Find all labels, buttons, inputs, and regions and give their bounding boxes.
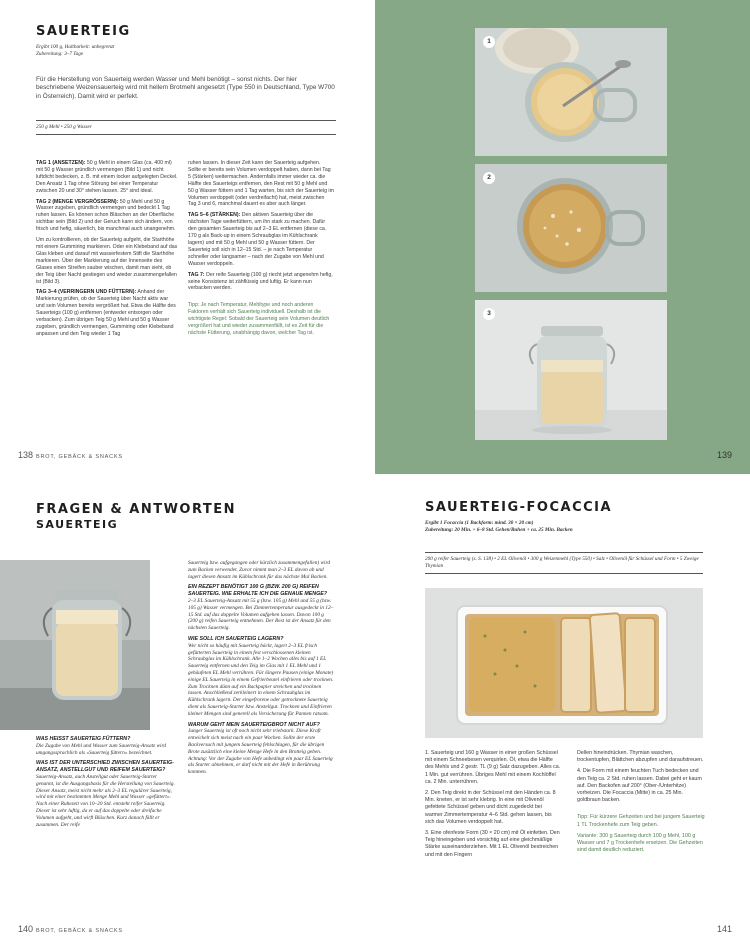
tip-box: Tipp: Für kürzere Gehzeiten und bei jungem Sauerteig 1 TL Trockenhefe zum Teig geben. [577,814,705,828]
photo-step-2 [475,164,667,292]
question: WIE SOLL ICH SAUERTEIG LAGERN? [188,635,284,642]
page-number: 141 [716,924,732,934]
method-paragraph [36,199,178,234]
step-head: TAG 2 (MENGE VERGRÖSSERN): [36,198,119,205]
photo-step-3 [475,300,667,440]
method-paragraph [36,289,178,337]
answer: Wer nicht so häufig mit Sauerteig bäckt, lagert 2–3 EL frisch gefütterten Sauerteig in einem fest verschlossenen kleinen Schraubglas im Kühlschrank. Alle 1–2 Wochen alles bis auf 1 EL Sauerteig entfernen und den Teig im Glas mit 1 EL Mehl und 1 gehäufeten EL Mehl verrühren. Für längere Pausen (einige Monate) einige EL Sauerteig in einem Gefrierbeutel einfrieren oder trocknen. Zum Trocknen dünn auf ein Backpapier streichen und trocknen lassen. Anschließend zerkleinert in einem Schraubglas im Kühlschrank lagern. Der eingefrorene oder getrocknete Sauerteig dient als Sauerteig-Starter bzw. Anstellgut. Trocknen und Einfrieren kleiner Mengen sind generell als Versicherung für Pannen ratsam. [188,642,334,717]
page-title: SAUERTEIG-FOCACCIA [425,500,613,515]
page-141 [375,474,750,948]
step-text: Um zu kontrollieren, ob der Sauerteig aufgeht, die Starthöhe mit einem Gummiring markieren. Oder ein Klebeband auf das Glas kleben und darauf mit wasserfestem Stift die Starthöhe markieren. Über der Markierung auf der Innenseite des Glases einen Streifen sauber wischen, damit man sieht, ob der Teig über Nacht gestiegen und wieder zusammengefallen ist (Bild 3). [36,237,178,285]
jar-flour-water-image [475,28,667,156]
page-139 [375,0,750,474]
tip-box: Tipp: Je nach Temperatur, Mehltype und noch anderen Faktoren verhält sich Sauerteig individuell. Deshalb ist die wichtigste Regel: Sobald der Sauerteig sein Volumen deutlich vergrößert hat und wieder zusammenfällt, ist es Zeit für die nächste Fütterung, unabhängig davon, welcher Tag ist. [188,302,330,336]
page-title: FRAGEN & ANTWORTEN [36,502,237,517]
page-number: 140 [18,924,34,934]
photo-number-badge: 1 [483,36,495,48]
step-paragraph: 1. Sauerteig und 160 g Wasser in einer großen Schüssel mit einem Schneebesen verquirlen. Öl, etwa die Hälfte des Mehls und 2 gestr. TL (9 g) Salz dazugeben. Alles ca. 1 Min. gut verrühren. Übriges Mehl mit einem Kochlöffel ca. 2 Min. unterrühren. [425,750,561,785]
page-title: SAUERTEIG [36,24,131,39]
step-paragraph: 4. Die Form mit einem feuchten Tuch bedecken und den Teig ca. 2 Std. ruhen lassen. Dabei geht er kaum auf. Den Backofen auf 200° (Ober-/Unterhitze) vorheizen. Die Focaccia (Mitte) in ca. 25 Min. goldbraun backen. [577,768,702,804]
running-header: BROT, GEBÄCK & SNACKS [36,928,123,934]
step-text: Anhand der Markierung prüfen, ob der Sauerteig über Nacht aktiv war und sein Volumen bereits vergrößert hat. Etwa die Hälfte des Sauerteigs (100 g) entfernen (entweder entsorgen oder verbacken). Zum übrigen Teig 50 g Mehl und 50 g Wasser zugeben, gründlich vermengen, Gummiring oder Klebeband anpassen und den Teig wieder 1 Tag [36,289,176,337]
page-number: 139 [716,450,732,460]
photo-number-badge: 2 [483,172,495,184]
page-folio [717,450,732,460]
ingredient-line: 250 g Mehl • 250 g Wasser [36,120,336,135]
step-paragraph: 2. Den Teig direkt in der Schüssel mit den Händen ca. 8 Min. kneten, er ist sehr klebrig. In eine mit Olivenöl gefettete Schüssel geben und dicht zugedeckt bei warmer Zimmertemperatur 4–6 Std. gehen lassen, bis sich das Volumen verdoppelt hat. [425,790,556,825]
page-subtitle: SAUERTEIG [36,518,119,531]
page-folio [717,924,732,934]
answer: Sauerteig bzw. aufgegangen oder kürzlich zusammengefallen) wird zum Backen verwendet. Zuvor nimmt man 2–3 EL davon ab und lagert diesen Ansatz im Kühlschrank für das nächste Mal Backen. [188,560,330,580]
answer: Junger Sauerteig ist oft noch nicht sehr triebstark. Diese Kraft entwickelt sich meist nach ein paar Wochen. Sollte der erste Backversuch mit jungem Sauerteig fehlschlagen, für die übrigen Brote zusätzlich eine kleine Menge Hefe in den Brotteig geben. Achtung: Vor der Zugabe von Hefe unbedingt ein paar EL Sauerteig als Starter abnehmen, er darf nicht mit der Hefe in Berührung kommen. [188,728,333,776]
answer: Die Zugabe von Mehl und Wasser zum Sauerteig-Ansatz wird umgangssprachlich als »Sauerteig füttern« bezeichnet. [36,742,166,756]
question: WAS HEISST SAUERTEIG FÜTTERN? [36,736,131,742]
jar-bubbly-starter-image [475,164,667,292]
method-paragraph [36,237,178,285]
step-head: TAG 5–6 (STÄRKEN): [188,212,241,219]
qa-column-2 [188,560,334,780]
intro-text: Für die Herstellung von Sauerteig werden Wasser und Mehl benötigt – sonst nichts. Der hier beschriebene Weizensauerteig wird mit hellem Brotmehl angesetzt (Type 550 in Deutschland, Type W700 in Österreich). Damit wird er perfekt. [36,76,335,100]
step-text: Der reife Sauerteig (100 g) riecht jetzt angenehm hefig, seine Konsistenz ist zähflüssig und luftig. Er kann nun verbacken werden. [188,271,333,292]
variant-box: Variante: 300 g Sauerteig durch 100 g Mehl, 100 g Wasser und 7 g Trockenhefe ersetzen. Die Gehzeiten sind damit deutlich reduziert. [577,832,703,854]
recipe-meta [425,520,573,534]
qa-item [188,560,334,580]
method-paragraph [188,212,334,267]
spread-bottom [0,474,750,948]
question: EIN REZEPT BENÖTIGT 100 G (BZW. 200 G) REIFEN SAUERTEIG. WIE ERHALTE ICH DIE GENAUE MENGE? [188,584,328,598]
step-head: TAG 1 (ANSETZEN): [36,160,86,166]
method-paragraph [188,272,334,293]
starter-jar-photo [0,560,150,730]
step-text: 50 g Mehl in einem Glas (ca. 400 ml) mit 50 g Wasser gründlich vermengen (Bild 1) und nicht luftdicht bedecken, z. B. mit einem locker aufgelegten Deckel. Den Ansatz 1 Tag ohne Störung bei einer Temperatur zwischen 20 und 30° stehen lassen. 25° sind ideal. [36,160,178,194]
page-folio [18,924,123,934]
question: WARUM GEHT MEIN SAUERTEIGBROT NICHT AUF? [188,721,320,728]
running-header: BROT, GEBÄCK & SNACKS [36,454,123,460]
steps-column-2 [577,750,705,858]
focaccia-photo [425,588,703,738]
step-text: ruhen lassen. In dieser Zeit kann der Sauerteig aufgehen. Sollte er bereits sein Volumen verdoppelt haben, dann bei Tag 5 (Stärken) weitermachen. Andernfalls immer wieder ca. die Hälfte des Sauerteigs entfernen, den Rest mit 50 g Mehl und 50 g Wasser füttern und 1 Tag warten, bis sich der Sauerteig im Volumen verdoppelt (oder verdreifacht) hat, meist zwischen Tag 3 und 6, manchmal dauert es aber auch länger. [188,160,334,208]
prep-time-line: Zubereitung: 20 Min. + 6–8 Std. Gehen/Ruhen + ca. 25 Min. Backen [425,527,573,533]
question: WAS IST DER UNTERSCHIED ZWISCHEN SAUERTEIG-ANSATZ, ANSTELLGUT UND REIFEM SAUERTEIG? [36,760,174,774]
method-column-1 [36,160,178,342]
answer: Sauerteig-Ansatz, auch Anstellgut oder Sauerteig-Starter genannt, ist die Ausgangsbasis für die Herstellung von Sauerteig. Dieser Ansatz, meist nicht mehr als 2–3 EL regulärer Sauerteig, wird mit einer bestimmten Menge Mehl und Wasser »gefüttert«. Nach einer Ruhezeit von 10–20 Std. entsteht reifer Sauerteig. Dieser ist sehr luftig, da er auf das doppelte oder dreifache Volumen aufgeht, und wirft Bläschen. Kurz danach fällt er zusammen. Der reife [36,773,175,828]
page-folio [18,450,123,460]
qa-item [36,736,176,756]
method-column-2 [188,160,334,341]
method-paragraph [36,160,178,195]
yield-line: Ergibt 1 Focaccia (1 Backform: mind. 30 × 20 cm) [425,520,534,526]
focaccia-image [425,588,703,738]
qa-item [188,584,334,632]
photo-step-1 [475,28,667,156]
qa-item [188,636,334,718]
steps-column-1 [425,750,561,863]
ingredient-line: 200 g reifer Sauerteig (s. S. 138) • 2 EL Olivenöl • 300 g Weizenmehl (Type 550) • Salz • Olivenöl für Schüssel und Form • 5 Zweige Thymian [425,552,703,574]
step-paragraph: 3. Eine ofenfeste Form (30 × 20 cm) mit Öl einfetten. Den Teig hineingeben und vorsichtig auf eine gleichmäßige Stärke auseinanderziehen. Mit 1 EL Olivenöl bestreichen und mit den Fingern [425,830,560,858]
starter-jar-image [0,560,150,730]
qa-column-1 [36,736,176,832]
step-paragraph: Dellen hineindrücken. Thymian waschen, trockentupfen, Blättchen abzupfen und daraufstreuen. [577,750,704,764]
prep-time-line: Zubereitung: 3–7 Tage [36,51,84,57]
qa-item [188,722,334,776]
step-text: Den aktiven Sauerteig über die nächsten Tage weiterfüttern, um ihn stark zu machen. Dafür den gesamten Sauerteig bis auf 2–3 EL entfernen (diese ca. 170 g als Back-up in einem Schraubglas im Kühlschrank lagern) und mit 50 g Mehl und 50 g Wasser füttern. Der Sauerteig soll sich in 12–15 Std. – je nach Temperatur schneller oder langsamer – nach der Zugabe von Mehl und Wasser verdoppeln. [188,212,327,267]
qa-item [36,760,176,828]
page-140 [0,474,375,948]
photo-number-badge: 3 [483,308,495,320]
recipe-meta [36,44,114,58]
yield-line: Ergibt 100 g, Haltbarkeit: unbegrenzt [36,44,115,50]
step-head: TAG 7: [188,271,205,278]
step-text: 50 g Mehl und 50 g Wasser zugeben, gründlich vermengen und bedeckt 1 Tag ruhen lassen. Es können schon Bläschen an der Oberfläche sichtbar sein (Bild 2) und der Geruch kann sich ändern, von frisch und hefig, säuerlich, bis manchmal auch unangenehm. [36,198,176,233]
answer: 2–3 EL Sauerteig-Ansatz mit 55 g (bzw. 105 g) Mehl und 55 g (bzw. 105 g) Wasser vermengen. Bei Zimmertemperatur ausgedeckt in 12–15 Std. auf das doppelte Volumen aufgehen lassen. Davon 100 g (200 g) reifen Sauerteig entnehmen. Der Rest ist der Ansatz für den nächsten Sauerteig. [188,597,334,632]
method-paragraph [188,160,334,208]
jar-risen-starter-image [475,300,667,440]
step-head: TAG 3–4 (VERRINGERN UND FÜTTERN): [36,289,137,296]
page-number: 138 [18,450,34,460]
page-138 [0,0,375,474]
